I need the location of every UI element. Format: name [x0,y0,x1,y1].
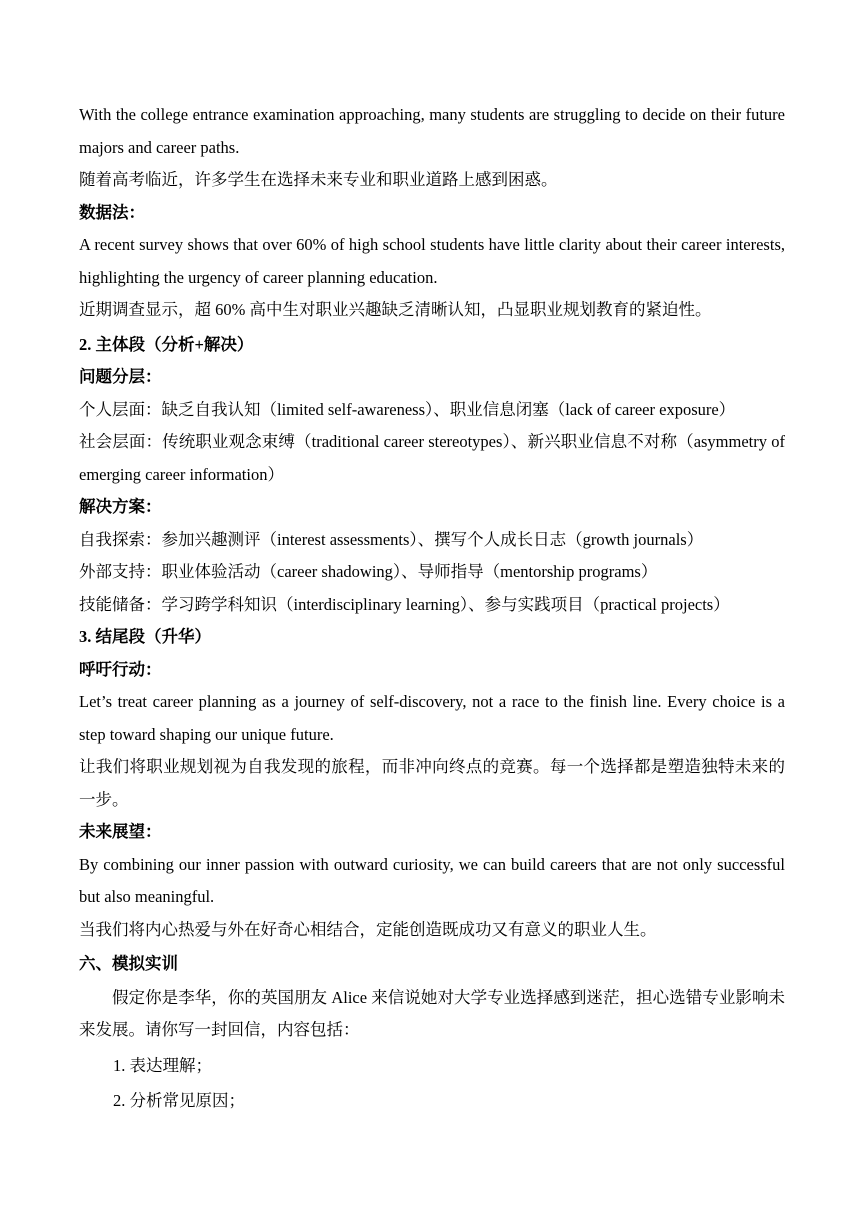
call-to-action-english: Let’s treat career planning as a journey of self-discovery, not a race to the finish line. Every choice is a step toward shaping our unique future. [79,692,785,744]
future-outlook-english: By combining our inner passion with outward curiosity, we can build careers that are not only successful but also meaningful. [79,854,785,906]
task-point-2: 2. 分析常见原因； [113,1091,245,1110]
personal-level: 个人层面：缺乏自我认知（limited self-awareness）、职业信息闭塞（lack of career exposure） [79,399,736,419]
heading-simulation-training: 六、模拟实训 [79,954,178,973]
heading-future-outlook: 未来展望： [79,822,162,841]
heading-problem-layers: 问题分层： [79,367,162,386]
solution-self-exploration: 自我探索：参加兴趣测评（interest assessments）、撰写个人成长日志（growth journals） [79,529,704,549]
call-to-action-chinese: 让我们将职业规划视为自我发现的旅程，而非冲向终点的竞赛。每一个选择都是塑造独特未来的一步。 [79,757,785,809]
survey-chinese: 近期调查显示，超 60% 高中生对职业兴趣缺乏清晰认知，凸显职业规划教育的紧迫性。 [79,300,712,319]
heading-solutions: 解决方案： [79,497,162,516]
heading-conclusion-section: 3. 结尾段（升华） [79,627,211,646]
task-prompt: 假定你是李华，你的英国朋友 Alice 来信说她对大学专业选择感到迷茫，担心选错专业影响未来发展。请你写一封回信，内容包括： [79,987,785,1039]
social-level: 社会层面：传统职业观念束缚（traditional career stereotypes）、新兴职业信息不对称（asymmetry of emerging career information） [79,432,785,484]
heading-data-method: 数据法： [79,202,145,222]
task-point-1: 1. 表达理解； [113,1055,212,1075]
heading-body-section: 2. 主体段（分析+解决） [79,334,254,354]
intro-chinese: 随着高考临近，许多学生在选择未来专业和职业道路上感到困惑。 [79,170,558,189]
solution-skill-reserve: 技能储备：学习跨学科知识（interdisciplinary learning）、参与实践项目（practical projects） [79,594,730,614]
intro-english: With the college entrance examination approaching, many students are struggling to decide on their future majors and career paths. [79,105,785,157]
solution-external-support: 外部支持：职业体验活动（career shadowing）、导师指导（mentorship programs） [79,562,658,581]
future-outlook-chinese: 当我们将内心热爱与外在好奇心相结合，定能创造既成功又有意义的职业人生。 [79,919,657,939]
heading-call-to-action: 呼吁行动： [79,659,162,679]
survey-english: A recent survey shows that over 60% of high school students have little clarity about their career interests, highlighting the urgency of career planning education. [79,235,785,287]
document-body [79,99,785,1118]
